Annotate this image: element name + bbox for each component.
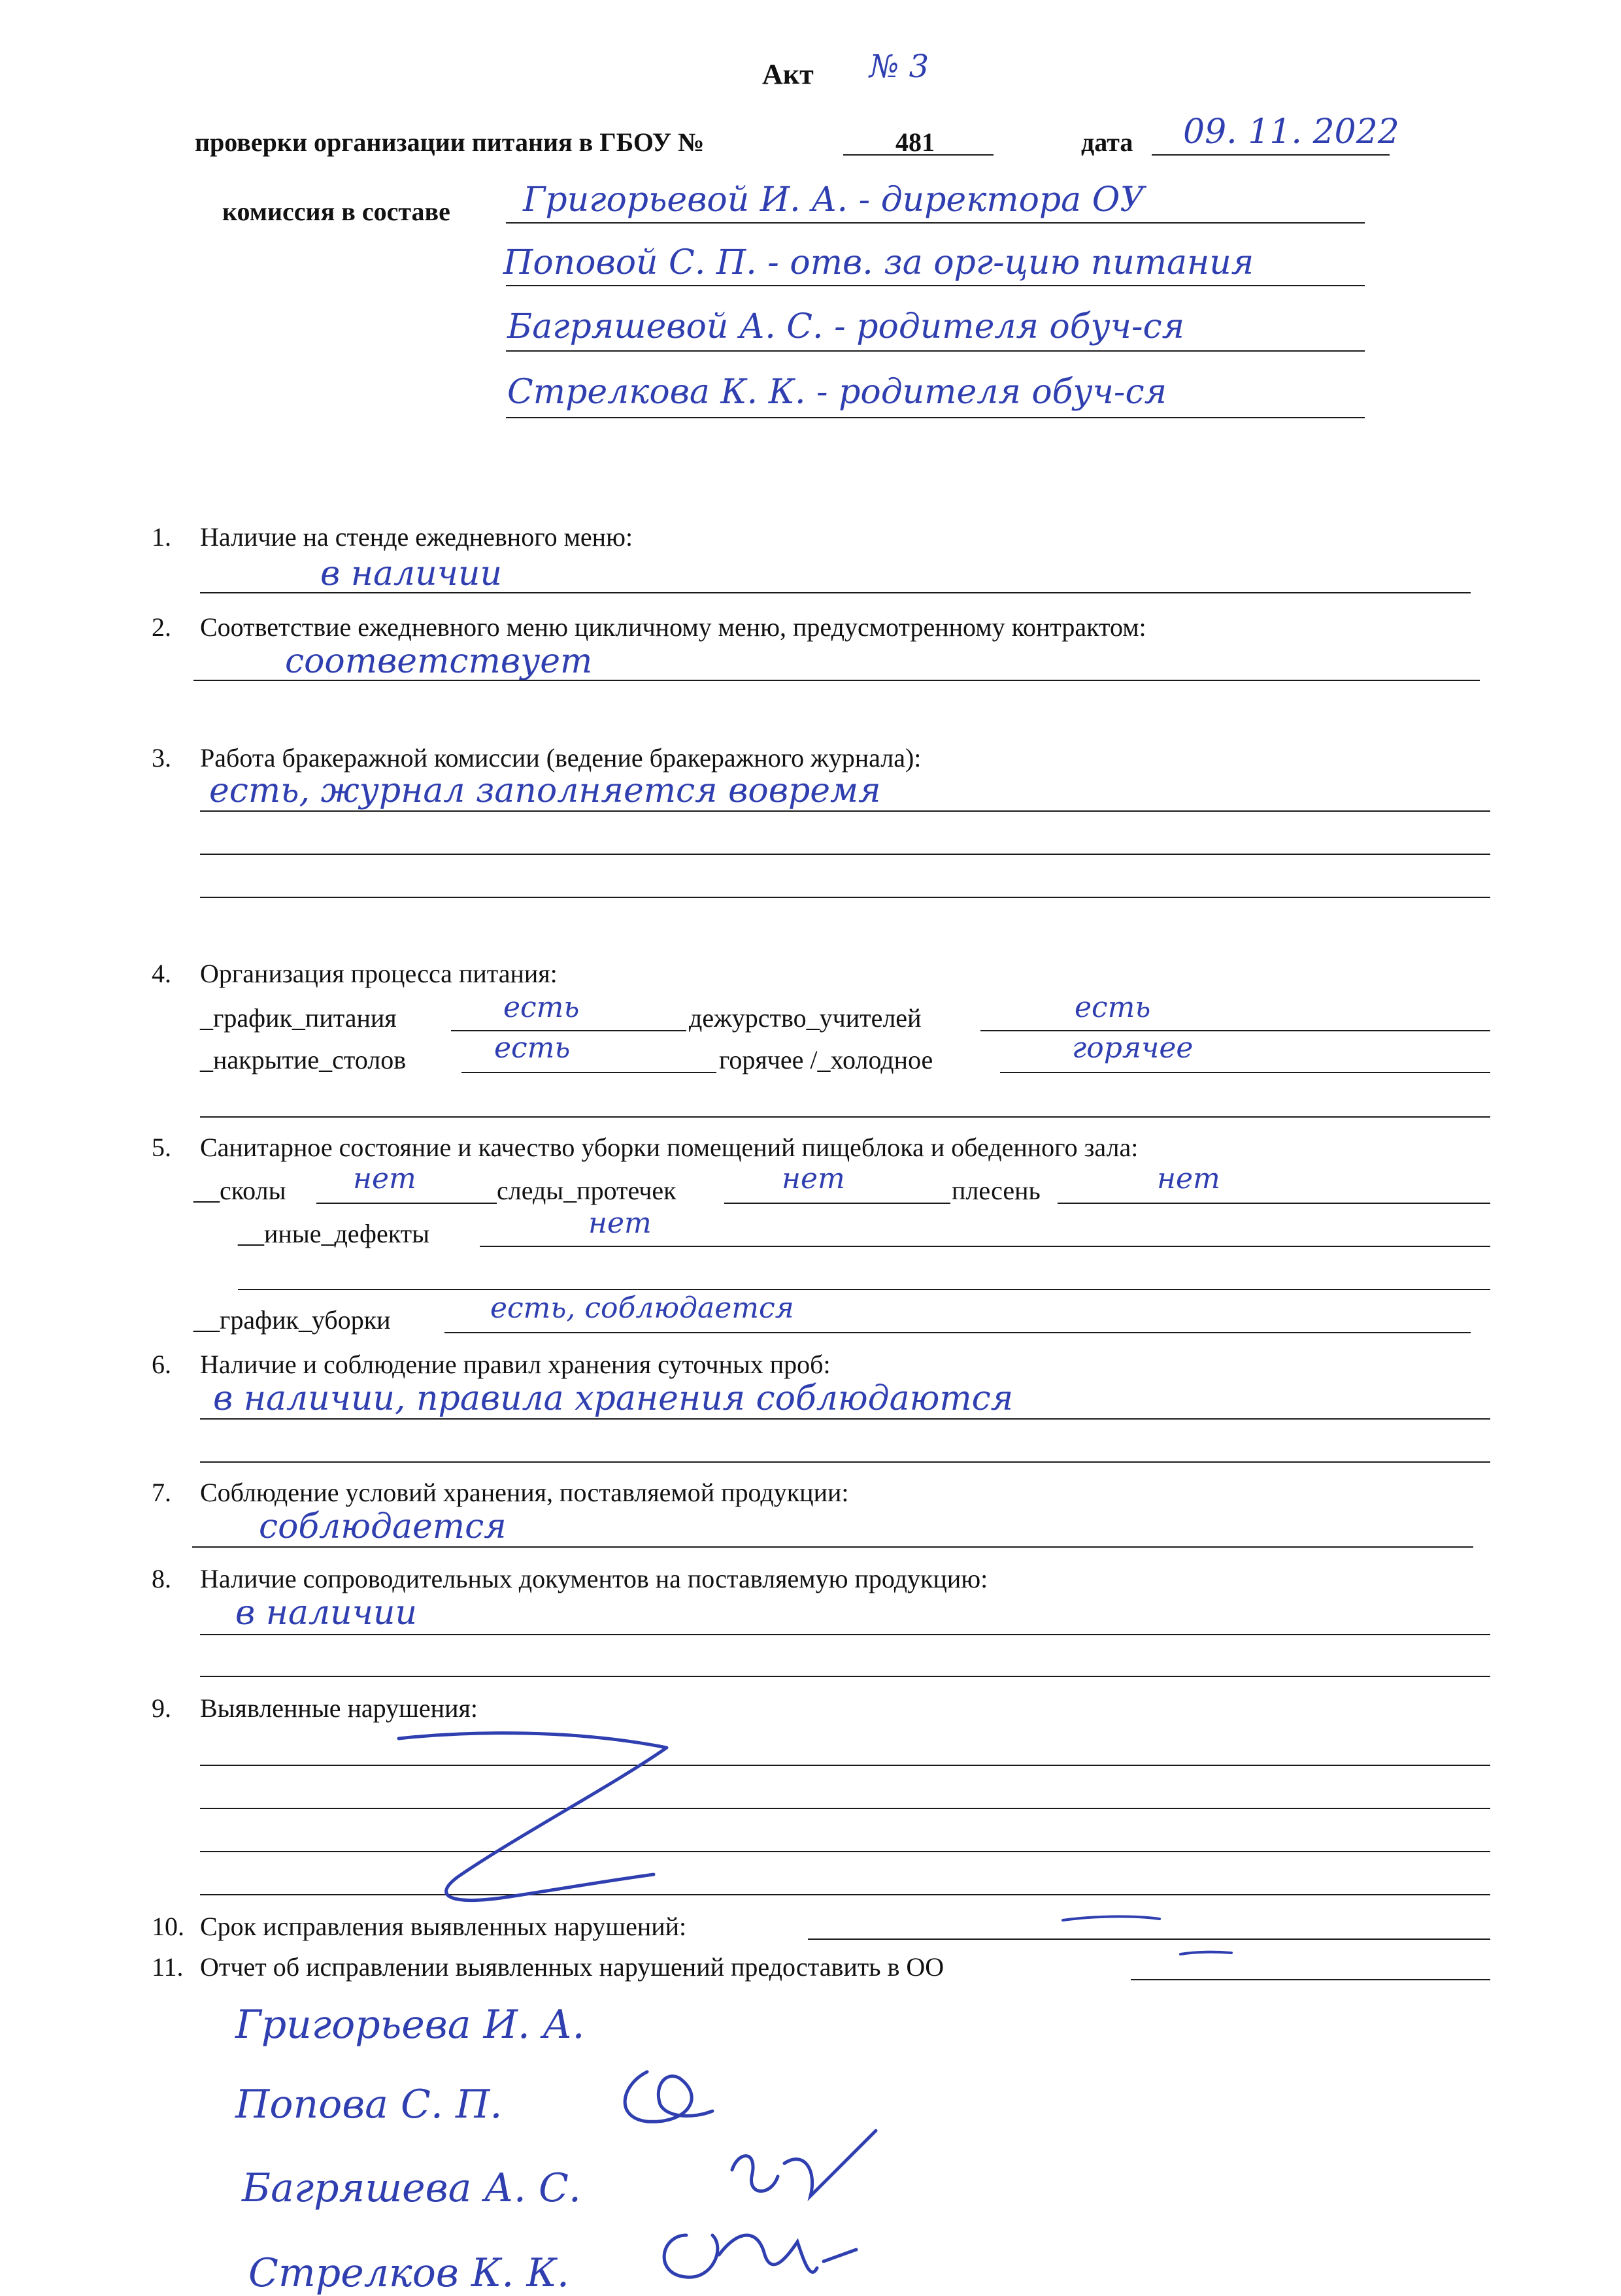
commission-line-4 xyxy=(506,417,1365,418)
signature-mark-2 xyxy=(608,2059,719,2131)
date-label: дата xyxy=(1081,127,1133,157)
item-5-field-3-value: нет xyxy=(1157,1162,1220,1195)
school-number: 481 xyxy=(895,127,935,157)
item-8-line-1 xyxy=(200,1634,1490,1635)
item-5-field-2-value: нет xyxy=(782,1162,845,1195)
item-11-line xyxy=(1131,1979,1490,1980)
item-4-text: Организация процесса питания: xyxy=(200,959,558,988)
item-5-field-1-label: __сколы xyxy=(193,1176,286,1205)
item-4-field-4-value: горячее xyxy=(1072,1031,1194,1065)
item-1-text: Наличие на стенде ежедневного меню: xyxy=(200,522,633,552)
item-5-field-5-label: __график_уборки xyxy=(193,1305,391,1335)
item-4-number: 4. xyxy=(152,959,171,988)
document-subtitle: проверки организации питания в ГБОУ № xyxy=(195,127,705,157)
item-2-text: Соответствие ежедневного меню цикличному меню, предусмотренному контрактом: xyxy=(200,612,1146,642)
item-7-line xyxy=(192,1546,1473,1548)
item-4-field-2-line xyxy=(980,1030,1490,1031)
item-2-answer: соответствует xyxy=(285,642,593,681)
item-10-dash-mark xyxy=(1059,1908,1163,1928)
item-5-field-4-label: __иные_дефекты xyxy=(238,1219,429,1248)
signature-mark-4 xyxy=(647,2209,863,2288)
item-6-answer: в наличии, правила хранения соблюдаются xyxy=(213,1379,1014,1418)
commission-member-2: Поповой С. П. - отв. за орг-цию питания xyxy=(503,243,1254,282)
item-8-number: 8. xyxy=(152,1564,171,1593)
item-11-text: Отчет об исправлении выявленных нарушений предоставить в ОО xyxy=(200,1952,944,1982)
item-5-field-1-line xyxy=(316,1203,497,1204)
commission-line-1 xyxy=(506,222,1365,224)
item-7-number: 7. xyxy=(152,1478,171,1507)
commission-label: комиссия в составе xyxy=(222,197,450,226)
item-5-field-2-label: следы_протечек xyxy=(497,1176,677,1205)
item-9-text: Выявленные нарушения: xyxy=(200,1693,478,1723)
item-11-number: 11. xyxy=(152,1952,184,1982)
signature-name-2: Попова С. П. xyxy=(235,2082,503,2127)
item-5-field-2-line xyxy=(724,1203,950,1204)
item-10-text: Срок исправления выявленных нарушений: xyxy=(200,1912,687,1941)
item-3-line-2 xyxy=(200,854,1490,855)
item-11-dash-mark xyxy=(1177,1945,1235,1962)
item-4-field-2-value: есть xyxy=(1075,991,1151,1024)
signature-name-1: Григорьева И. А. xyxy=(235,2002,585,2048)
item-4-field-4-label: горячее /_холодное xyxy=(719,1045,933,1074)
item-4-field-2-label: дежурство_учителей xyxy=(689,1003,922,1033)
item-3-number: 3. xyxy=(152,743,171,773)
item-6-text: Наличие и соблюдение правил хранения суточных проб: xyxy=(200,1350,831,1379)
item-5-field-5-value: есть, соблюдается xyxy=(490,1291,794,1325)
item-4-field-1-value: есть xyxy=(503,991,580,1024)
item-4-extra-line xyxy=(200,1116,1490,1118)
item-8-answer: в наличии xyxy=(235,1593,417,1633)
item-3-text: Работа бракеражной комиссии (ведение бракеражного журнала): xyxy=(200,743,922,773)
item-7-text: Соблюдение условий хранения, поставляемой продукции: xyxy=(200,1478,849,1507)
item-4-field-3-value: есть xyxy=(494,1031,571,1065)
commission-member-1: Григорьевой И. А. - директора ОУ xyxy=(523,180,1145,220)
item-4-field-3-label: _накрытие_столов xyxy=(200,1045,407,1074)
commission-line-2 xyxy=(506,285,1365,286)
signature-name-3: Багряшева А. С. xyxy=(242,2165,581,2211)
item-5-extra-line xyxy=(238,1289,1490,1290)
signature-name-4: Стрелков К. К. xyxy=(248,2250,569,2296)
item-4-field-3-line xyxy=(461,1072,716,1073)
item-7-answer: соблюдается xyxy=(259,1507,507,1546)
item-3-line-1 xyxy=(200,810,1490,812)
item-5-field-3-label: плесень xyxy=(952,1176,1041,1205)
z-strike-through-mark xyxy=(379,1725,680,1915)
item-10-line xyxy=(808,1938,1490,1940)
item-8-text: Наличие сопроводительных документов на поставляемую продукцию: xyxy=(200,1564,988,1593)
item-9-number: 9. xyxy=(152,1693,171,1723)
item-4-field-4-line xyxy=(1000,1072,1490,1073)
item-5-number: 5. xyxy=(152,1133,171,1162)
commission-member-3: Багряшевой А. С. - родителя обуч-ся xyxy=(507,307,1185,346)
date-value: 09. 11. 2022 xyxy=(1183,112,1399,152)
item-5-text: Санитарное состояние и качество уборки помещений пищеблока и обеденного зала: xyxy=(200,1133,1139,1162)
item-6-line-2 xyxy=(200,1461,1490,1463)
document-title: Акт xyxy=(762,58,814,90)
item-1-number: 1. xyxy=(152,522,171,552)
item-8-line-2 xyxy=(200,1676,1490,1677)
item-4-field-1-label: _график_питания xyxy=(200,1003,397,1033)
item-1-answer: в наличии xyxy=(320,554,502,593)
item-10-number: 10. xyxy=(152,1912,184,1941)
item-2-number: 2. xyxy=(152,612,171,642)
item-3-answer: есть, журнал заполняется вовремя xyxy=(209,771,881,810)
item-5-field-4-line xyxy=(480,1246,1490,1247)
item-6-line-1 xyxy=(200,1418,1490,1420)
commission-line-3 xyxy=(506,350,1365,352)
date-line xyxy=(1152,154,1390,156)
item-5-field-5-line xyxy=(444,1332,1471,1333)
item-5-field-1-value: нет xyxy=(353,1162,416,1195)
commission-member-4: Стрелкова К. К. - родителя обуч-ся xyxy=(507,373,1167,412)
item-5-field-3-line xyxy=(1058,1203,1490,1204)
item-5-field-4-value: нет xyxy=(588,1206,652,1240)
item-3-line-3 xyxy=(200,897,1490,898)
item-6-number: 6. xyxy=(152,1350,171,1379)
act-number: № 3 xyxy=(869,48,929,85)
signature-mark-3 xyxy=(719,2124,882,2222)
